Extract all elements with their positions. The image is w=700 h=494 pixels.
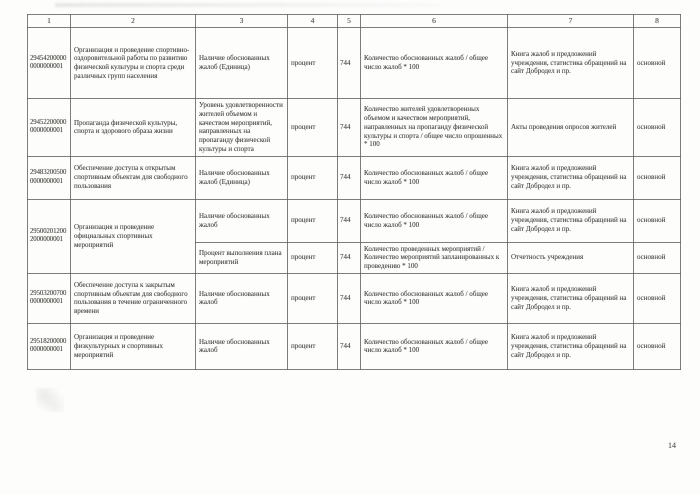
okei-code-cell: 744 xyxy=(338,28,361,99)
indicator-type-cell: основной xyxy=(634,156,681,199)
service-name-cell: Организация и проведение официальных спортивных мероприятий xyxy=(71,199,196,273)
formula-cell: Количество обоснованных жалоб / общее число жалоб * 100 xyxy=(361,28,508,99)
formula-cell: Количество обоснованных жалоб / общее число жалоб * 100 xyxy=(361,156,508,199)
okei-code-cell: 744 xyxy=(338,323,361,369)
indicator-type-cell: основной xyxy=(634,242,681,273)
service-name-cell: Организация и проведение физкультурных и спортивных мероприятий xyxy=(71,323,196,369)
table-row xyxy=(28,99,681,157)
data-source-cell: Акты проведения опросов жителей xyxy=(508,99,634,157)
service-code-cell: 29452200000 0000000001 xyxy=(28,99,71,157)
page-number: 14 xyxy=(668,441,676,450)
okei-code-cell: 744 xyxy=(338,156,361,199)
indicator-type-cell: основной xyxy=(634,199,681,242)
service-code-cell: 29483200500 0000000001 xyxy=(28,156,71,199)
table-row xyxy=(28,199,681,242)
unit-cell: процент xyxy=(288,242,338,273)
data-source-cell: Книга жалоб и предложений учреждения, статистика обращений на сайт Добродел и пр. xyxy=(508,273,634,323)
indicator-type-cell: основной xyxy=(634,99,681,157)
column-header-1: 1 xyxy=(28,15,71,28)
column-header-8: 8 xyxy=(634,15,681,28)
indicator-type-cell: основной xyxy=(634,323,681,369)
unit-cell: процент xyxy=(288,99,338,157)
column-header-7: 7 xyxy=(508,15,634,28)
service-code-cell: 29503200700 0000000001 xyxy=(28,273,71,323)
service-name-cell: Организация и проведение спортивно-оздоровительной работы по развитию физической культуры и спорта среди различных групп населения xyxy=(71,28,196,99)
data-source-cell: Книга жалоб и предложений учреждения, статистика обращений на сайт Добродел и пр. xyxy=(508,199,634,242)
table-header-row xyxy=(28,15,681,28)
service-name-cell: Обеспечение доступа к закрытым спортивным объектам для свободного пользования в течение ограниченного времени xyxy=(71,273,196,323)
okei-code-cell: 744 xyxy=(338,242,361,273)
unit-cell: процент xyxy=(288,156,338,199)
data-source-cell: Книга жалоб и предложений учреждения, статистика обращений на сайт Добродел и пр. xyxy=(508,323,634,369)
table-row xyxy=(28,273,681,323)
indicator-name-cell: Наличие обоснованных жалоб xyxy=(196,273,288,323)
formula-cell: Количество обоснованных жалоб / общее число жалоб * 100 xyxy=(361,273,508,323)
service-code-cell: 29500201200 2000000001 xyxy=(28,199,71,273)
service-code-cell: 29518200000 0000000001 xyxy=(28,323,71,369)
formula-cell: Количество обоснованных жалоб / общее число жалоб * 100 xyxy=(361,323,508,369)
data-source-cell: Отчетность учреждения xyxy=(508,242,634,273)
formula-cell: Количество жителей удовлетворенных объемом и качеством мероприятий, направленных на пропаганду физической культуры и спорта / общее число опрошенных * 100 xyxy=(361,99,508,157)
formula-cell: Количество обоснованных жалоб / общее число жалоб * 100 xyxy=(361,199,508,242)
scan-artifact-smudge xyxy=(36,388,64,412)
service-name-cell: Обеспечение доступа к открытым спортивным объектам для свободного пользования xyxy=(71,156,196,199)
column-header-6: 6 xyxy=(361,15,508,28)
column-header-3: 3 xyxy=(196,15,288,28)
okei-code-cell: 744 xyxy=(338,273,361,323)
unit-cell: процент xyxy=(288,28,338,99)
indicator-name-cell: Наличие обоснованных жалоб (Единица) xyxy=(196,28,288,99)
service-code-cell: 29454200000 0000000001 xyxy=(28,28,71,99)
column-header-2: 2 xyxy=(71,15,196,28)
okei-code-cell: 744 xyxy=(338,199,361,242)
indicator-name-cell: Уровень удовлетворенности жителей объемом и качеством мероприятий, направленных на пропаганду физической культуры и спорта xyxy=(196,99,288,157)
okei-code-cell: 744 xyxy=(338,99,361,157)
unit-cell: процент xyxy=(288,199,338,242)
unit-cell: процент xyxy=(288,273,338,323)
data-source-cell: Книга жалоб и предложений учреждения, статистика обращений на сайт Добродел и пр. xyxy=(508,28,634,99)
indicator-name-cell: Наличие обоснованных жалоб xyxy=(196,323,288,369)
unit-cell: процент xyxy=(288,323,338,369)
scan-artifact-top-streak xyxy=(55,3,440,7)
column-header-5: 5 xyxy=(338,15,361,28)
column-header-4: 4 xyxy=(288,15,338,28)
data-source-cell: Книга жалоб и предложений учреждения, статистика обращений на сайт Добродел и пр. xyxy=(508,156,634,199)
service-name-cell: Пропаганда физической культуры, спорта и здорового образа жизни xyxy=(71,99,196,157)
table-row xyxy=(28,156,681,199)
indicator-name-cell: Процент выполнения плана мероприятий xyxy=(196,242,288,273)
indicator-type-cell: основной xyxy=(634,28,681,99)
indicator-name-cell: Наличие обоснованных жалоб xyxy=(196,199,288,242)
indicator-type-cell: основной xyxy=(634,273,681,323)
table-row xyxy=(28,28,681,99)
indicator-name-cell: Наличие обоснованных жалоб (Единица) xyxy=(196,156,288,199)
performance-indicators-table xyxy=(27,14,681,370)
table-row xyxy=(28,323,681,369)
formula-cell: Количество проведенных мероприятий / Количество мероприятий запланированных к проведению * 100 xyxy=(361,242,508,273)
